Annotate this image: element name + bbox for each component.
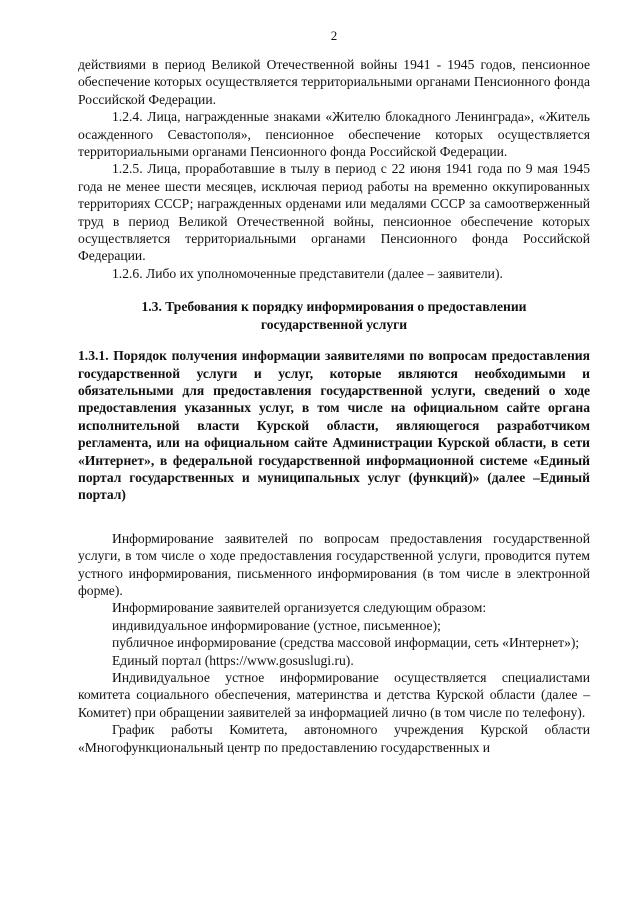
list-item-portal: Единый портал (https://www.gosuslugi.ru).	[112, 652, 354, 668]
section-title	[78, 298, 590, 333]
list-item-public: публичное информирование (средства массовой информации, сеть «Интернет»);	[112, 635, 580, 651]
list-item-individual: индивидуальное информирование (устное, письменное);	[112, 617, 441, 633]
paragraph-continuation: действиями в период Великой Отечественной войны 1941 - 1945 годов, пенсионное обеспечение которых осуществляется территориальными органами Пенсионного фонда Российской Федерации.	[78, 57, 590, 107]
paragraph-informing: Информирование заявителей по вопросам предоставления государственной услуги, в том числе о ходе предоставления государственной услуги, проводится путем устного информирования, письменного информирования (в том числе в электронной форме).	[78, 530, 590, 598]
paragraph-organization: Информирование заявителей организуется следующим образом:	[112, 600, 487, 616]
paragraph-schedule: График работы Комитета, автономного учреждения Курской области «Многофункциональный центр по предоставлению государственных и	[78, 722, 590, 755]
paragraph-1-2-5: 1.2.5. Лица, проработавшие в тылу в период с 22 июня 1941 года по 9 мая 1945 года не менее шести месяцев, исключая период работы на временно оккупированных территориях СССР; награжденных орденами или медалями СССР за самоотверженный труд в период Великой Отечественной войны, пенсионное обеспечение которых осуществляется территориальными органами Пенсионного фонда Российской Федерации.	[78, 161, 590, 264]
section-title-line2: государственной услуги	[260, 316, 408, 332]
paragraph-oral-informing: Индивидуальное устное информирование осуществляется специалистами комитета социального обеспечения, материнства и детства Курской области (далее – Комитет) при обращении заявителей за информацией лично (в том числе по телефону).	[78, 670, 590, 720]
paragraph-1-2-4: 1.2.4. Лица, награжденные знаками «Жителю блокадного Ленинграда», «Житель осажденного Севастополя», пенсионное обеспечение которых осуществляется территориальными органами Пенсионного фонда Российской Федерации.	[78, 109, 590, 160]
paragraph-1-2-6: 1.2.6. Либо их уполномоченные представители (далее – заявители).	[112, 265, 503, 281]
section-title-line1: 1.3. Требования к порядку информирования о предоставлении	[141, 299, 527, 315]
page-number: 2	[330, 28, 338, 43]
subsection-title: 1.3.1. Порядок получения информации заявителями по вопросам предоставления государственной услуги и услуг, которые являются необходимыми и обязательными для предоставления государственной услуги, сведений о ходе предоставления указанных услуг, в том числе на официальном сайте органа исполнительной власти Курской области, являющегося разработчиком регламента, или на официальном сайте Администрации Курской области, в сети «Интернет», в федеральной государственной информационной системе «Единый портал государственных и муниципальных услуг (функций)» (далее –Единый портал)	[78, 348, 590, 503]
